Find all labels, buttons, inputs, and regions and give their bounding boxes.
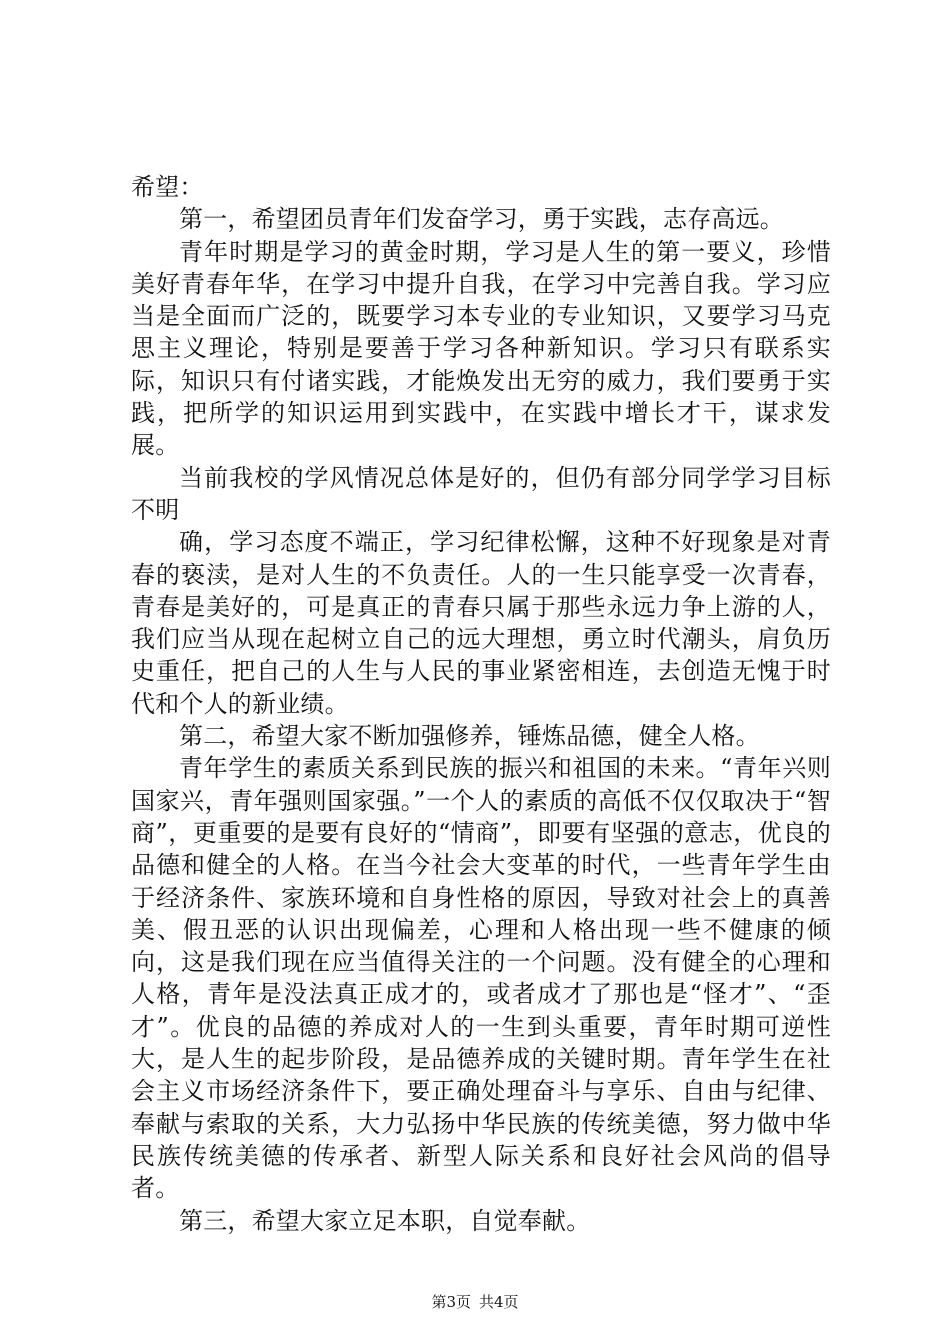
document-body — [131, 171, 831, 1237]
paragraph: 确，学习态度不端正，学习纪律松懈，这种不好现象是对青春的亵渎，是对人生的不负责任。人的一生只能享受一次青春，青春是美好的，可是真正的青春只属于那些永远力争上游的人，我们应当从现在起树立自己的远大理想，勇立时代潮头，肩负历史重任，把自己的人生与人民的事业紧密相连，去创造无愧于时代和个人的新业绩。 — [131, 528, 831, 718]
paragraph: 青年时期是学习的黄金时期，学习是人生的第一要义，珍惜美好青春年华，在学习中提升自我，在学习中完善自我。学习应当是全面而广泛的，既要学习本专业的专业知识，又要学习马克思主义理论，特别是要善于学习各种新知识。学习只有联系实际，知识只有付诸实践，才能焕发出无穷的威力，我们要勇于实践，把所学的知识运用到实践中，在实践中增长才干，谋求发展。 — [131, 237, 831, 460]
paragraph: 当前我校的学风情况总体是好的，但仍有部分同学学习目标不明 — [131, 463, 831, 524]
paragraph: 青年学生的素质关系到民族的振兴和祖国的未来。“青年兴则国家兴，青年强则国家强。”一个人的素质的高低不仅仅取决于“智商”，更重要的是要有良好的“情商”，即要有坚强的意志，优良的品德和健全的人格。在当今社会大变革的时代，一些青年学生由于经济条件、家族环境和自身性格的原因，导致对社会上的真善美、假丑恶的认识出现偏差，心理和人格出现一些不健康的倾向，这是我们现在应当值得关注的一个问题。没有健全的心理和人格，青年是没法真正成才的，或者成才了那也是“怪才”、“歪才”。优良的品德的养成对人的一生到头重要，青年时期可逆性大，是人生的起步阶段，是品德养成的关键时期。青年学生在社会主义市场经济条件下，要正确处理奋斗与享乐、自由与纪律、奉献与索取的关系，大力弘扬中华民族的传统美德，努力做中华民族传统美德的传承者、新型人际关系和良好社会风尚的倡导者。 — [131, 754, 831, 1203]
paragraph-point-three: 第三，希望大家立足本职，自觉奉献。 — [179, 1206, 591, 1235]
page-number: 第3页 — [431, 1293, 471, 1311]
page-footer — [0, 1292, 950, 1312]
paragraph-heading: 希望： — [131, 173, 204, 201]
page-total: 共4页 — [479, 1293, 519, 1311]
paragraph-point-two: 第二，希望大家不断加强修养，锤炼品德，健全人格。 — [179, 722, 760, 751]
paragraph-point-one: 第一，希望团员青年们发奋学习，勇于实践，志存高远。 — [179, 205, 784, 234]
